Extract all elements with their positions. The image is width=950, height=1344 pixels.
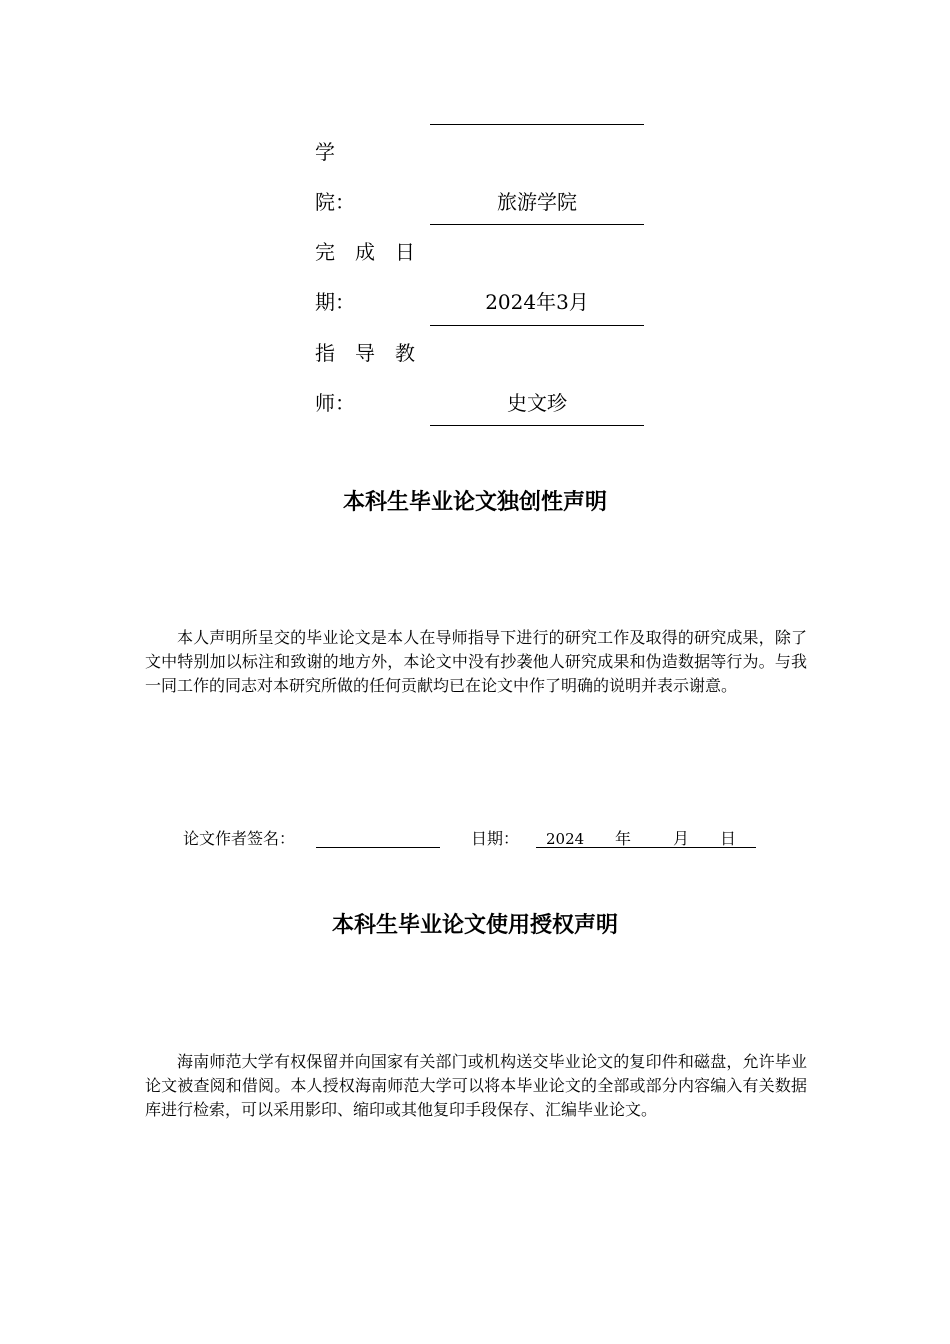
date-month-unit: 月 bbox=[673, 829, 690, 848]
college-rule-top bbox=[430, 124, 644, 125]
date-year: 2024 bbox=[546, 830, 585, 848]
advisor-label-line2: 师： bbox=[315, 391, 355, 415]
authorization-body: 海南师范大学有权保留并向国家有关部门或机构送交毕业论文的复印件和磁盘，允许毕业论文被查阅和借阅。本人授权海南师范大学可以将本毕业论文的全部或部分内容编入有关数据库进行检索，可以采用影印、缩印或其他复印手段保存、汇编毕业论文。 bbox=[145, 1052, 807, 1119]
college-rule bbox=[430, 224, 644, 225]
advisor-label-line1: 指 导 教 bbox=[315, 341, 415, 365]
signature-label: 论文作者签名： bbox=[183, 829, 296, 848]
date-year-unit: 年 bbox=[615, 829, 632, 848]
college-value: 旅游学院 bbox=[497, 190, 577, 214]
advisor-value: 史文珍 bbox=[507, 391, 567, 415]
originality-title: 本科生毕业论文独创性声明 bbox=[342, 490, 607, 515]
date-rule bbox=[430, 325, 644, 326]
date-label: 日期： bbox=[471, 829, 520, 848]
college-label-line2: 院： bbox=[315, 190, 355, 214]
signature-field[interactable] bbox=[316, 847, 440, 848]
originality-body: 本人声明所呈交的毕业论文是本人在导师指导下进行的研究工作及取得的研究成果，除了文中特别加以标注和致谢的地方外，本论文中没有抄袭他人研究成果和伪造数据等行为。与我一同工作的同志对本研究所做的任何贡献均已在论文中作了明确的说明并表示谢意。 bbox=[145, 628, 807, 695]
advisor-rule bbox=[430, 425, 644, 426]
date-label-line1: 完 成 日 bbox=[315, 240, 415, 264]
college-label-line1: 学 bbox=[315, 140, 335, 164]
date-value: 2024年3月 bbox=[485, 290, 589, 314]
date-label-line2: 期： bbox=[315, 290, 355, 314]
date-day-unit: 日 bbox=[720, 829, 737, 848]
authorization-title: 本科生毕业论文使用授权声明 bbox=[331, 913, 618, 938]
